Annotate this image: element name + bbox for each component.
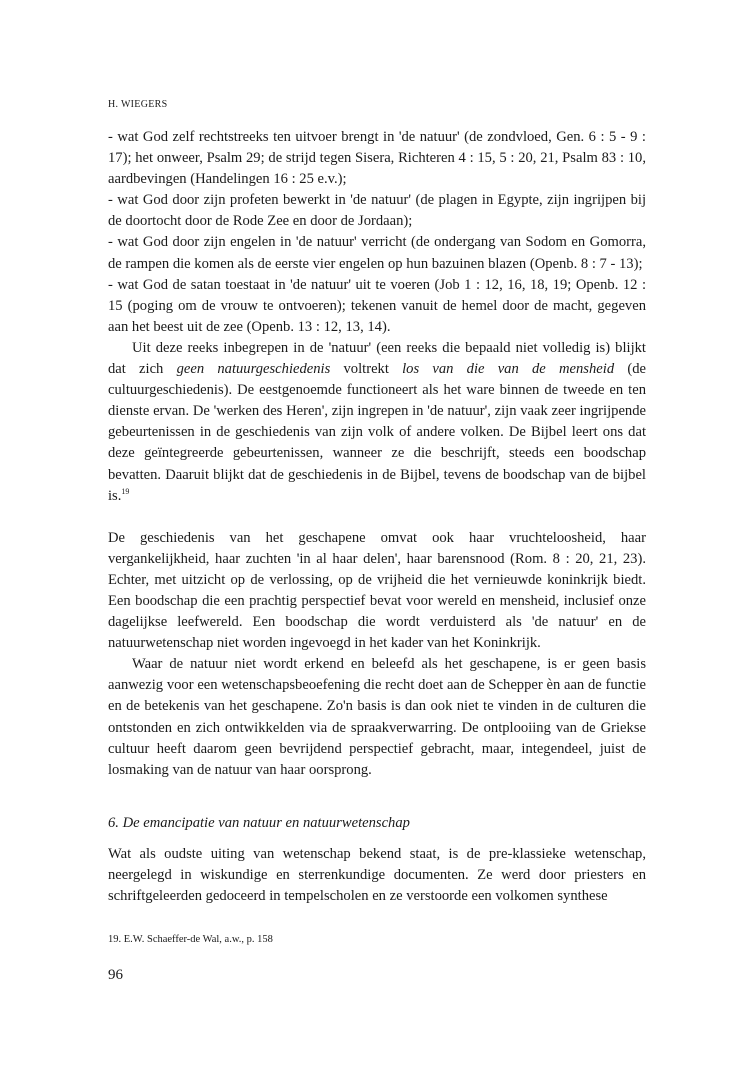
paragraph-natuurgeschiedenis [108,338,646,507]
list-item: - wat God zelf rechtstreeks ten uitvoer brengt in 'de natuur' (de zondvloed, Gen. 6 : 5 - 9 : 17); het onweer, Psalm 29; de strijd tegen Sisera, Richteren 4 : 15, 5 : 20, 21, Psalm 83 : 10, aardbevingen (Handelingen 16 : 25 e.v.); [108,129,646,188]
emphasis-text: los van die van de mensheid [402,361,615,378]
list-item: - wat God door zijn engelen in 'de natuur' verricht (de ondergang van Sodom en Gomorra, de rampen die komen als de eerste vier engelen op hun bazuinen blazen (Openb. 8 : 7 - 13); [108,234,646,272]
body-text [108,127,646,907]
list-item: - wat God door zijn profeten bewerkt in 'de natuur' (de plagen in Egypte, zijn ingrijpen bij de doortocht door de Rode Zee en door de Jordaan); [108,192,646,230]
page-number: 96 [108,967,123,983]
list-item: - wat God de satan toestaat in 'de natuur' uit te voeren (Job 1 : 12, 16, 18, 19; Openb. 12 : 15 (poging om de vrouw te ontvoeren); tekenen vanuit de hemel door de macht, gegeven aan het beest uit de zee (Openb. 13 : 12, 13, 14). [108,276,646,335]
paragraph-natuur-erkend: Waar de natuur niet wordt erkend en beleefd als het geschapene, is er geen basis aanwezig voor een wetenschapsbeoefening die recht doet aan de Schepper èn aan de functie en de betekenis van het geschapene. Zo'n basis is dan ook niet te vinden in de culturen die ontstonden en zich ontwikkelden via de spraakverwarring. De ontplooiing van de Griekse cultuur heeft daarom geen bevrijdend perspectief gebracht, maar, integendeel, juist de losmaking van de natuur van haar oorsprong. [108,656,646,778]
paragraph-text: (de cultuurgeschiedenis). De eestgenoemde functioneert als het ware binnen de tweede en ten dienste ervan. De 'werken des Heren', zijn ingrepen in 'de natuur', zijn vaak zeer ingrijpende gebeurtenissen in de geschiedenis van zijn volk of andere volken. De Bijbel leert ons dat deze geïntegreerde gebeurtenissen, wanneer ze die beschrijft, steeds een boodschap bevatten. Daaruit blijkt dat de geschiedenis in de Bijbel, tevens de boodschap van de bijbel is. [108,361,646,504]
heading-spacer [108,834,646,844]
paragraph-text: voltrekt [330,361,403,378]
paragraph-text: Uit deze reeks inbegrepen in de 'natuur' (een reeks die bepaald niet volledig is) blijkt dat zich [108,339,646,378]
paragraph-geschiedenis: De geschiedenis van het geschapene omvat ook haar vruchteloosheid, haar vergankelijkheid, haar zuchten 'in al haar delen', haar barensnood (Rom. 8 : 20, 21, 23). Echter, met uitzicht op de verlossing, op de vrijheid die het vernieuwde koninkrijk biedt. Een boodschap die een prachtig perspectief bevat voor wereld en mensheid, inclusief onze dagelijkse leefwereld. Een boodschap die wordt verduisterd als 'de natuur' en de natuurwetenschap niet worden ingevoegd in het kader van het Koninkrijk. [108,529,646,652]
paragraph-oudste-uiting: Wat als oudste uiting van wetenschap bekend staat, is de pre-klassieke wetenschap, neergelegd in wiskundige en sterrenkundige documenten. Ze werd door priesters en schriftgeleerden gedoceerd in tempelscholen en ze verstoorde een volkomen synthese [108,845,646,905]
section-heading: 6. De emancipatie van natuur en natuurwetenschap [108,814,410,831]
emphasis-text: geen natuurgeschiedenis [176,361,331,378]
footnote: 19. E.W. Schaeffer-de Wal, a.w., p. 158 [108,934,273,945]
running-head: H. WIEGERS [108,99,168,110]
footnote-reference: 19 [121,486,130,496]
